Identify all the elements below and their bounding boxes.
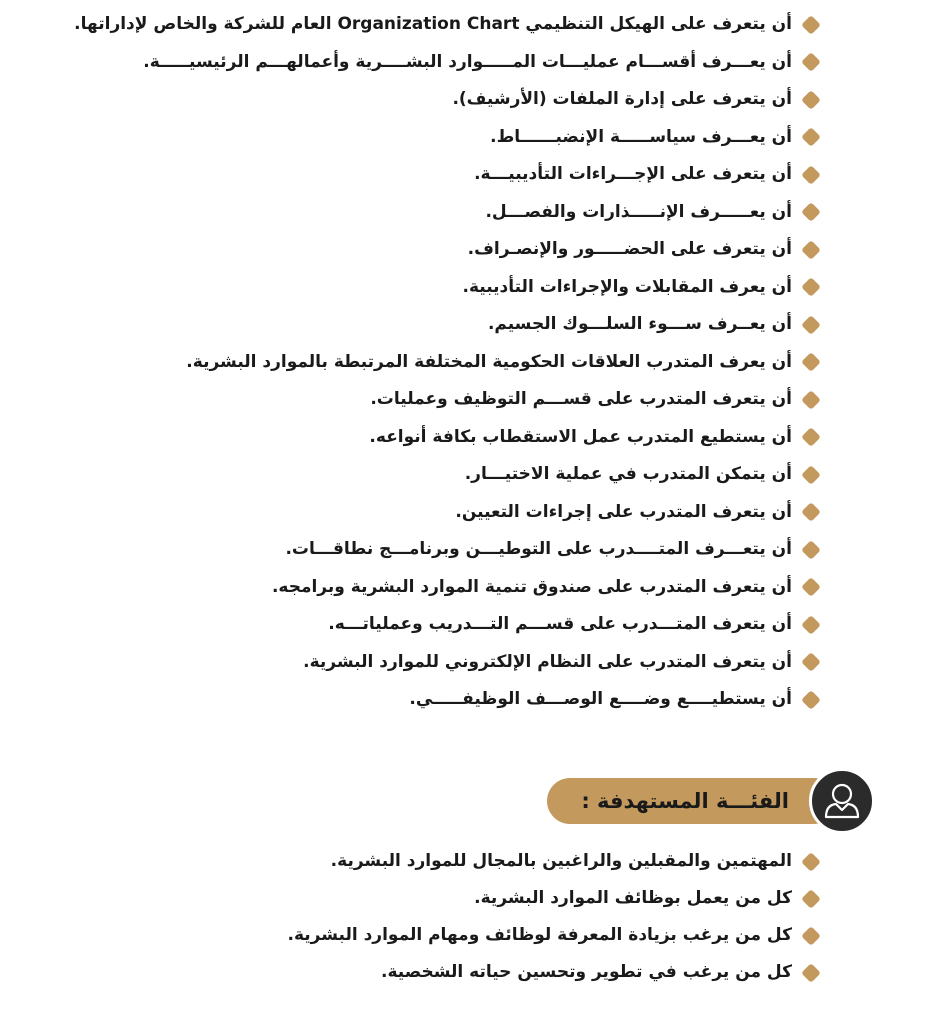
list-item (74, 531, 818, 569)
list-item-text: أن يستطيع المتدرب عمل الاستقطاب بكافة أنواعه. (369, 426, 792, 447)
list-item-text: أن يعـــرف أقســـام عمليـــات المـــــوارد البشــــرية وأعمالهـــم الرئيسيـــــة. (143, 51, 792, 72)
list-item-text: أن يتعرف على إدارة الملفات (الأرشيف). (452, 89, 792, 109)
list-item (74, 681, 818, 719)
list-item (74, 269, 818, 307)
list-item-text: أن يتعرف المتدرب على قســـم التوظيف وعمليات. (370, 389, 792, 409)
list-item (287, 880, 818, 917)
list-item (74, 644, 818, 682)
bullet-icon (801, 540, 821, 560)
audience-list (287, 843, 818, 991)
list-item (74, 6, 818, 44)
list-item-text: أن يتعـــرف المتــــدرب على التوطيـــن وبرنامـــج نطاقـــات. (285, 539, 792, 559)
list-item-text: أن يتعرف المتدرب على إجراءات التعيين. (455, 501, 792, 522)
bullet-icon (801, 90, 821, 110)
list-item (74, 494, 818, 532)
list-item-text: أن يتعرف المتدرب على النظام الإلكتروني للموارد البشرية. (303, 651, 792, 672)
list-item (287, 954, 818, 991)
list-item (74, 194, 818, 232)
list-item (74, 569, 818, 607)
list-item (287, 917, 818, 954)
list-item (74, 44, 818, 82)
list-item (74, 419, 818, 457)
list-item (287, 843, 818, 880)
bullet-icon (801, 577, 821, 597)
bullet-icon (801, 465, 821, 485)
list-item-text: كل من يرغب بزيادة المعرفة لوظائف ومهام الموارد البشرية. (287, 925, 792, 945)
section-title: الفئـــة المستهدفة : (581, 789, 789, 813)
list-item (74, 81, 818, 119)
list-item-text: كل من يرغب في تطوير وتحسين حياته الشخصية. (381, 962, 792, 982)
header-bar (547, 778, 837, 824)
bullet-icon (801, 652, 821, 672)
list-item (74, 119, 818, 157)
list-item-text: أن يعـــــرف الإنـــــذارات والفصـــل. (485, 201, 792, 222)
bullet-icon (801, 502, 821, 522)
bullet-icon (801, 15, 821, 35)
list-item-text: أن يتعرف على الحضـــــور والإنصـراف. (467, 239, 792, 259)
list-item (74, 156, 818, 194)
list-item (74, 306, 818, 344)
bullet-icon (801, 165, 821, 185)
list-item-text: أن يتمكن المتدرب في عملية الاختيـــار. (464, 464, 792, 484)
list-item-text: المهتمين والمقبلين والراغبين بالمجال للموارد البشرية. (330, 851, 792, 871)
bullet-icon (801, 240, 821, 260)
bullet-icon (801, 963, 821, 983)
objectives-list (74, 6, 818, 719)
list-item-text: أن يتعرف على الإجـــراءات التأديبيـــة. (474, 164, 792, 184)
bullet-icon (801, 277, 821, 297)
target-audience-header (547, 768, 877, 834)
list-item (74, 381, 818, 419)
bullet-icon (801, 926, 821, 946)
bullet-icon (801, 127, 821, 147)
bullet-icon (801, 852, 821, 872)
user-silhouette-icon (809, 768, 875, 834)
list-item (74, 606, 818, 644)
list-item-text: أن يعـــرف سياســـــة الإنضبــــــاط. (490, 126, 792, 147)
bullet-icon (801, 615, 821, 635)
bullet-icon (801, 352, 821, 372)
bullet-icon (801, 690, 821, 710)
bullet-icon (801, 889, 821, 909)
list-item-text: أن يتعرف المتدرب على صندوق تنمية الموارد البشرية وبرامجه. (271, 576, 792, 597)
list-item-text: كل من يعمل بوظائف الموارد البشرية. (474, 888, 792, 908)
bullet-icon (801, 390, 821, 410)
list-item (74, 231, 818, 269)
list-item-text: أن يعرف المقابلات والإجراءات التأديبية. (462, 276, 792, 297)
list-item-text: أن يتعرف على الهيكل التنظيمي Organization Chart العام للشركة والخاص لإداراتها. (74, 14, 792, 34)
list-item-text: أن يتعرف المتـــدرب على قســـم التـــدريب وعملياتـــه. (328, 614, 792, 634)
bullet-icon (801, 202, 821, 222)
bullet-icon (801, 427, 821, 447)
list-item (74, 456, 818, 494)
bullet-icon (801, 52, 821, 72)
list-item-text: أن يعرف المتدرب العلاقات الحكومية المختلفة المرتبطة بالموارد البشرية. (186, 351, 792, 372)
list-item-text: أن يعــرف ســـوء السلـــوك الجسيم. (487, 314, 792, 334)
bullet-icon (801, 315, 821, 335)
list-item-text: أن يستطيــــع وضــــع الوصـــف الوظيفـــــي. (409, 689, 792, 709)
list-item (74, 344, 818, 382)
